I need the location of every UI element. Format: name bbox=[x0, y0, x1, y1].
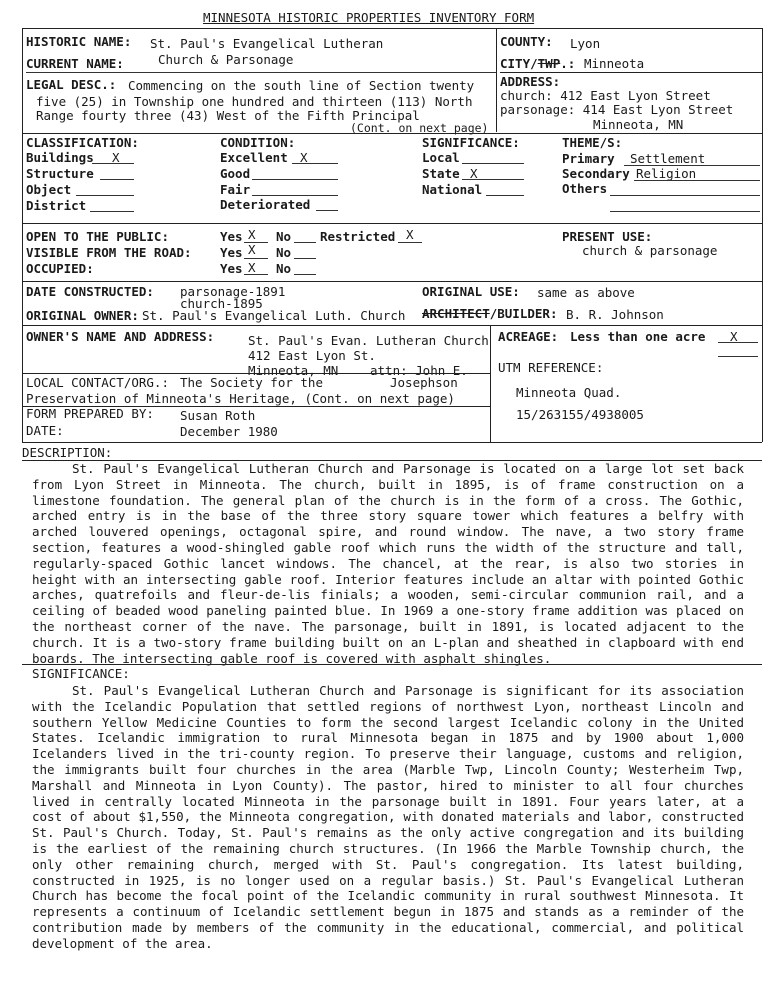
address-city: Minneota, MN bbox=[593, 117, 684, 132]
occupied-no-blank bbox=[294, 274, 316, 275]
contact-label: LOCAL CONTACT/ORG.: bbox=[26, 375, 169, 390]
builder-label: /BUILDER: bbox=[489, 306, 558, 321]
date-label: DATE: bbox=[26, 423, 64, 438]
restricted-blank bbox=[398, 242, 422, 243]
sig-national-blank bbox=[486, 195, 524, 196]
cond-fair-blank bbox=[252, 195, 338, 196]
cond-deteriorated-blank bbox=[316, 210, 338, 211]
city-label-prefix: CITY/ bbox=[500, 56, 538, 71]
present-use-label: PRESENT USE: bbox=[562, 229, 653, 244]
class-building: Buildings bbox=[26, 150, 94, 165]
original-owner-label: ORIGINAL OWNER: bbox=[26, 308, 139, 323]
significance-label: SIGNIFICANCE: bbox=[422, 135, 520, 150]
legal-cont: (Cont. on next page) bbox=[350, 121, 489, 135]
cond-deteriorated: Deteriorated bbox=[220, 197, 311, 212]
box-left bbox=[22, 28, 23, 442]
utm-quad: Minneota Quad. bbox=[516, 385, 622, 400]
builder-value: B. R. Johnson bbox=[566, 307, 664, 322]
row1-bottom bbox=[500, 72, 762, 73]
current-name-value: Church & Parsonage bbox=[158, 52, 294, 67]
classification-label: CLASSIFICATION: bbox=[26, 135, 139, 150]
original-use-label: ORIGINAL USE: bbox=[422, 284, 520, 299]
significance-rule bbox=[22, 664, 762, 665]
theme-primary-value: Settlement bbox=[630, 151, 706, 166]
theme-primary: Primary bbox=[562, 151, 615, 166]
acreage-value: Less than one acre bbox=[570, 329, 706, 344]
theme-others-blank-2 bbox=[610, 211, 760, 212]
owner-line-1: St. Paul's Evan. Lutheran Church bbox=[248, 333, 489, 348]
theme-secondary: Secondary bbox=[562, 166, 630, 181]
legal-line-3: Range fourty three (43) West of the Fifth Principal bbox=[36, 108, 420, 123]
owner-attn-2: Josephson bbox=[390, 375, 458, 390]
open-no: No bbox=[276, 229, 292, 244]
date-constructed-label: DATE CONSTRUCTED: bbox=[26, 284, 154, 299]
box-top bbox=[22, 28, 762, 29]
address-label: ADDRESS: bbox=[500, 74, 561, 89]
description-text: St. Paul's Evangelical Lutheran Church and Parsonage is located on a large lot set back from Lyon Street in Minneota. The church, built in 1895, is of frame construction on a limestone foundation. The general plan of the church is in the form of a cross. The Gothic, arched entry is in the base of the three story square tower which features a belfry with arched louvered openings, octagonal spire, and round window. The nave, a two story frame section, features a wood-shingled gable roof which runs the width of the structure and tall, regularly-spaced Gothic lancet windows. The chancel, at the rear, is also two stories in height with an intersecting gable roof. Interior features include an altar with pointed Gothic arches, quatrefoils and fleur-de-lis finials; a wooden, semi-circular communion rail, and a ceiling of beaded wood paneling painted blue. In 1969 a one-story frame addition was placed on the northeast corner of the nave. The parsonage, built in 1891, is located adjacent to the church. It is a two-story frame building built on an L-plan and sheathed in clapboard with end boards. The intersecting gable roof is covered with asphalt shingles. bbox=[32, 461, 744, 666]
owner-attn: attn: John E. bbox=[370, 363, 468, 378]
cond-excellent-mark: X bbox=[300, 150, 308, 165]
contact-line-1: The Society for the bbox=[180, 375, 323, 390]
legal-line-2: five (25) in Township one hundred and thirteen (113) North bbox=[36, 94, 473, 109]
significance-section-label: SIGNIFICANCE: bbox=[32, 666, 130, 681]
sig-state: State bbox=[422, 166, 460, 181]
open-yes: Yes bbox=[220, 229, 243, 244]
visible-yes-blank bbox=[244, 258, 268, 259]
occupied-yes-mark: X bbox=[248, 260, 256, 275]
historic-name-label: HISTORIC NAME: bbox=[26, 34, 132, 49]
theme-secondary-value: Religion bbox=[636, 166, 697, 181]
city-label-suffix: .: bbox=[560, 56, 576, 71]
architect-builder-label bbox=[422, 306, 557, 321]
legal-line-1: Commencing on the south line of Section twenty bbox=[128, 78, 475, 93]
class-district-blank bbox=[90, 211, 134, 212]
significance-text: St. Paul's Evangelical Lutheran Church and Parsonage is significant for its association with the Icelandic Population that settled regions of northwest Lyon, northeast Lincoln and southern Yellow Medicine Counties to form the second largest Icelandic colony in the United States. Icelandic immigration to rural Minnesota began in 1875 and by 1900 about 1,000 Icelanders lived in the tri-county region. To preserve their language, customs and religion, the immigrants built four churches in the area (Marble Twp, Lincoln County; Westerheim Twp, Marshall and Minneota in Lyon County). The pastor, hired to minister to all four churches lived in centrally located Minneota in the parsonage built in 1891. Four years later, at a cost of about $1,550, the Minneota congregation, with donated materials and labor, constructed St. Paul's Church. Today, St. Paul's remains as the only active congregation and its building is the earliest of the remaining church structures. (In 1966 the Marble Township church, the only other remaining church, merged with St. Paul's congregation. Its latest building, constructed in 1925, is no longer used on a regular basis.) St. Paul's Evangelical Lutheran Church has become the focal point of the Icelandic community in rural southwest Minnesota. It represents a continuum of Icelandic settlement begun in 1875 and stands as a reminder of the contribution made by members of the community in the educational, commercial, and political development of the area. bbox=[32, 683, 744, 951]
theme-others: Others bbox=[562, 181, 608, 196]
prepared-label: FORM PREPARED BY: bbox=[26, 406, 154, 421]
restricted-mark: X bbox=[406, 227, 414, 242]
occupied-label: OCCUPIED: bbox=[26, 261, 94, 276]
row4-bottom bbox=[22, 281, 762, 282]
class-structure: Structure bbox=[26, 166, 94, 181]
class-structure-blank bbox=[100, 179, 134, 180]
date-parsonage: parsonage-1891 bbox=[180, 284, 286, 299]
sig-local: Local bbox=[422, 150, 460, 165]
owner-line-2: 412 East Lyon St. bbox=[248, 348, 376, 363]
sig-national: National bbox=[422, 182, 483, 197]
visible-yes: Yes bbox=[220, 245, 243, 260]
address-divider bbox=[496, 28, 497, 132]
acreage-divider bbox=[490, 325, 491, 442]
acreage-blank-2 bbox=[718, 356, 758, 357]
city-value: Minneota bbox=[584, 56, 645, 71]
class-object-blank bbox=[76, 195, 134, 196]
restricted-label: Restricted bbox=[320, 229, 396, 244]
class-building-mark: X bbox=[112, 150, 120, 165]
form-title: MINNESOTA HISTORIC PROPERTIES INVENTORY FORM bbox=[203, 10, 535, 25]
open-label: OPEN TO THE PUBLIC: bbox=[26, 229, 169, 244]
visible-no: No bbox=[276, 245, 292, 260]
open-yes-mark: X bbox=[248, 227, 256, 242]
occupied-yes: Yes bbox=[220, 261, 243, 276]
county-label: COUNTY: bbox=[500, 34, 553, 49]
theme-secondary-blank bbox=[634, 180, 760, 181]
theme-label: THEME/S: bbox=[562, 135, 623, 150]
address-parsonage: parsonage: 414 East Lyon Street bbox=[500, 102, 734, 117]
acreage-label: ACREAGE: bbox=[498, 329, 559, 344]
prepared-by-value: Susan Roth bbox=[180, 408, 256, 423]
cond-fair: Fair bbox=[220, 182, 251, 197]
theme-others-blank bbox=[610, 195, 760, 196]
present-use-value: church & parsonage bbox=[582, 243, 718, 258]
date-church: church-1895 bbox=[180, 296, 263, 311]
occupied-no: No bbox=[276, 261, 292, 276]
row3-bottom bbox=[22, 223, 762, 224]
sig-state-mark: X bbox=[470, 166, 478, 181]
class-object: Object bbox=[26, 182, 72, 197]
acreage-mark: X bbox=[730, 329, 738, 344]
owner-bottom bbox=[22, 373, 490, 374]
current-name-label: CURRENT NAME: bbox=[26, 56, 124, 71]
current-name-underline bbox=[26, 72, 496, 73]
original-use-value: same as above bbox=[537, 285, 635, 300]
visible-label: VISIBLE FROM THE ROAD: bbox=[26, 245, 192, 260]
row2-bottom bbox=[22, 133, 762, 134]
box-bottom bbox=[22, 442, 762, 443]
historic-name-value: St. Paul's Evangelical Lutheran bbox=[150, 36, 384, 51]
utm-label: UTM REFERENCE: bbox=[498, 360, 604, 375]
address-church: church: 412 East Lyon Street bbox=[500, 88, 711, 103]
visible-no-blank bbox=[294, 258, 316, 259]
acreage-blank bbox=[718, 342, 758, 343]
architect-struck: ARCHITECT bbox=[422, 306, 490, 321]
date-value: December 1980 bbox=[180, 424, 278, 439]
utm-value: 15/263155/4938005 bbox=[516, 407, 644, 422]
open-no-blank bbox=[294, 242, 316, 243]
visible-yes-mark: X bbox=[248, 242, 256, 257]
box-right bbox=[762, 28, 763, 442]
owner-line-3: Minneota, MN bbox=[248, 363, 339, 378]
row5-bottom bbox=[22, 325, 762, 326]
condition-label: CONDITION: bbox=[220, 135, 296, 150]
cond-good: Good bbox=[220, 166, 251, 181]
city-label bbox=[500, 56, 575, 71]
original-owner-value: St. Paul's Evangelical Luth. Church bbox=[142, 308, 406, 323]
cond-excellent-blank bbox=[292, 163, 338, 164]
cond-good-blank bbox=[252, 179, 338, 180]
county-value: Lyon bbox=[570, 36, 601, 51]
class-district: District bbox=[26, 198, 87, 213]
cond-excellent: Excellent bbox=[220, 150, 288, 165]
city-label-struck: TWP bbox=[537, 56, 561, 71]
contact-line-2: Preservation of Minneota's Heritage, (Cont. on next page) bbox=[26, 391, 455, 406]
legal-desc-label: LEGAL DESC.: bbox=[26, 77, 117, 92]
owner-label: OWNER'S NAME AND ADDRESS: bbox=[26, 329, 215, 344]
description-label: DESCRIPTION: bbox=[22, 445, 113, 460]
sig-local-blank bbox=[462, 163, 524, 164]
